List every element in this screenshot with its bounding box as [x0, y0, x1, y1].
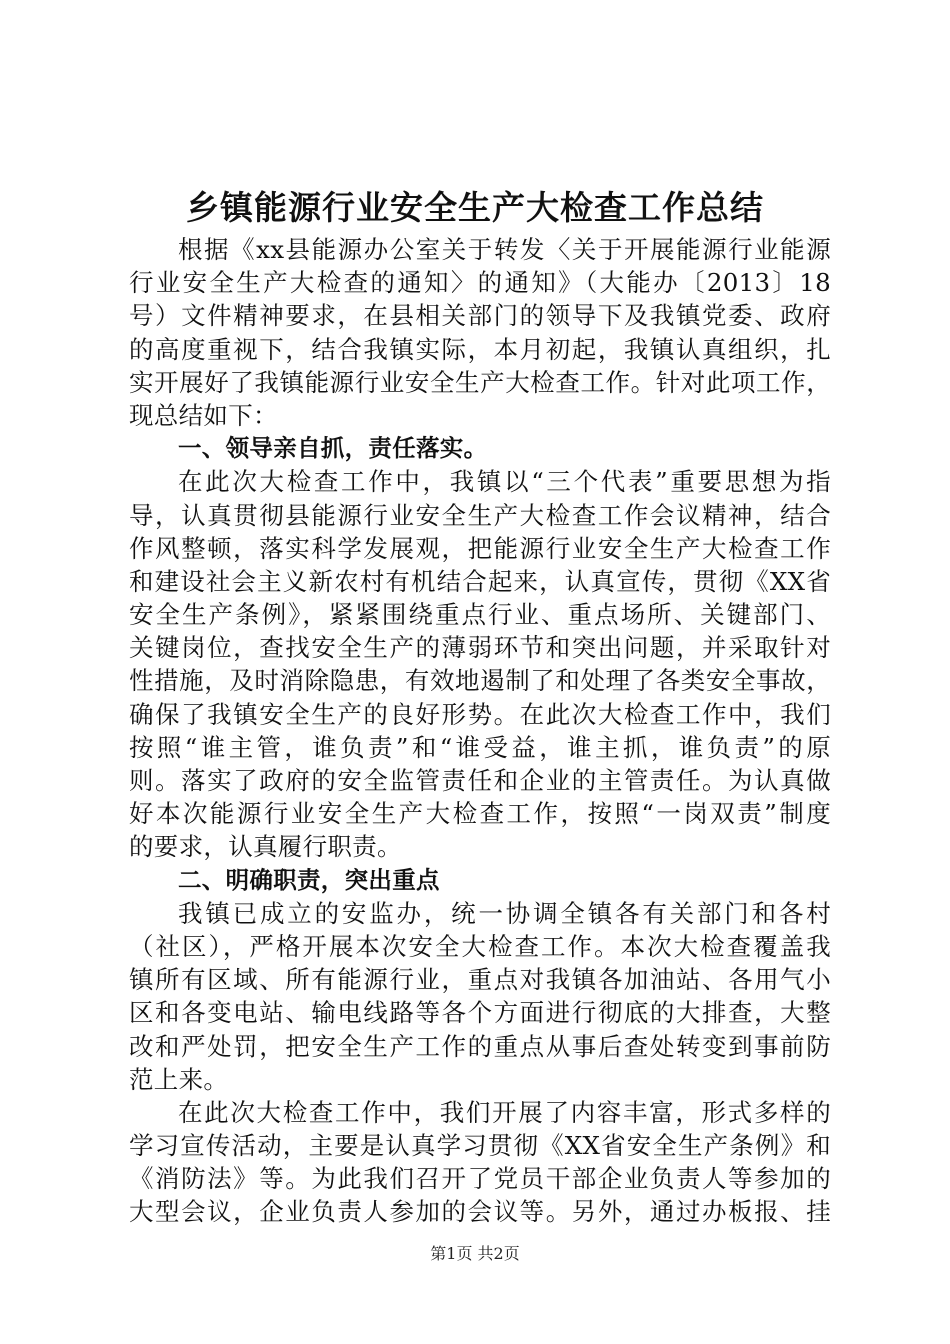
paragraph-line: 作风整顿，落实科学发展观，把能源行业安全生产大检查工作 — [129, 533, 831, 563]
paragraph-line: 学习宣传活动，主要是认真学习贯彻《XX省安全生产条例》和 — [129, 1131, 831, 1161]
paragraph-line: （社区），严格开展本次安全大检查工作。本次大检查覆盖我 — [129, 931, 831, 961]
paragraph-line: 我镇已成立的安监办，统一协调全镇各有关部门和各村 — [178, 898, 831, 928]
paragraph-line: 则。落实了政府的安全监管责任和企业的主管责任。为认真做 — [129, 766, 831, 795]
paragraph-line: 《消防法》等。为此我们召开了党员干部企业负责人等参加的 — [129, 1164, 831, 1194]
paragraph-line: 大型会议，企业负责人参加的会议等。另外，通过办板报、挂 — [129, 1197, 831, 1227]
section-heading-1: 一、领导亲自抓，责任落实。 — [178, 434, 488, 463]
paragraph-line: 好本次能源行业安全生产大检查工作，按照“一岗双责”制度 — [129, 799, 831, 829]
paragraph-line: 安全生产条例》，紧紧围绕重点行业、重点场所、关键部门、 — [129, 600, 831, 630]
document-body — [129, 233, 831, 1229]
paragraph-line: 号）文件精神要求，在县相关部门的领导下及我镇党委、政府 — [129, 301, 831, 331]
paragraph-line: 根据《xx县能源办公室关于转发〈关于开展能源行业能源 — [178, 235, 831, 264]
paragraph-line: 的要求，认真履行职责。 — [129, 832, 402, 862]
paragraph-line: 按照“谁主管，谁负责”和“谁受益，谁主抓，谁负责”的原 — [129, 732, 831, 762]
paragraph-line: 和建设社会主义新农村有机结合起来，认真宣传，贯彻《XX省 — [129, 566, 831, 596]
paragraph-line: 范上来。 — [129, 1064, 229, 1094]
document-title: 乡镇能源行业安全生产大检查工作总结 — [186, 188, 764, 227]
paragraph-line: 在此次大检查工作中，我镇以“三个代表”重要思想为指 — [178, 467, 831, 497]
paragraph-line: 行业安全生产大检查的通知〉的通知》（大能办〔2013〕18 — [129, 268, 831, 298]
paragraph-line: 关键岗位，查找安全生产的薄弱环节和突出问题，并采取针对 — [129, 633, 831, 663]
paragraph-line: 在此次大检查工作中，我们开展了内容丰富，形式多样的 — [178, 1097, 831, 1127]
paragraph-line: 实开展好了我镇能源行业安全生产大检查工作。针对此项工作， — [129, 367, 831, 397]
paragraph-line: 区和各变电站、输电线路等各个方面进行彻底的大排查，大整 — [129, 998, 831, 1028]
section-heading-2: 二、明确职责，突出重点 — [178, 865, 440, 894]
page-number-footer: 第1页 共2页 — [430, 1244, 520, 1263]
paragraph-line: 确保了我镇安全生产的良好形势。在此次大检查工作中，我们 — [129, 699, 831, 729]
paragraph-line: 导，认真贯彻县能源行业安全生产大检查工作会议精神，结合 — [129, 500, 831, 530]
paragraph-line: 现总结如下： — [129, 400, 278, 430]
paragraph-line: 性措施，及时消除隐患，有效地遏制了和处理了各类安全事故， — [129, 666, 831, 696]
paragraph-line: 的高度重视下，结合我镇实际，本月初起，我镇认真组织，扎 — [129, 334, 831, 364]
paragraph-line: 镇所有区域、所有能源行业，重点对我镇各加油站、各用气小 — [129, 965, 831, 995]
paragraph-line: 改和严处罚，把安全生产工作的重点从事后查处转变到事前防 — [129, 1031, 831, 1061]
